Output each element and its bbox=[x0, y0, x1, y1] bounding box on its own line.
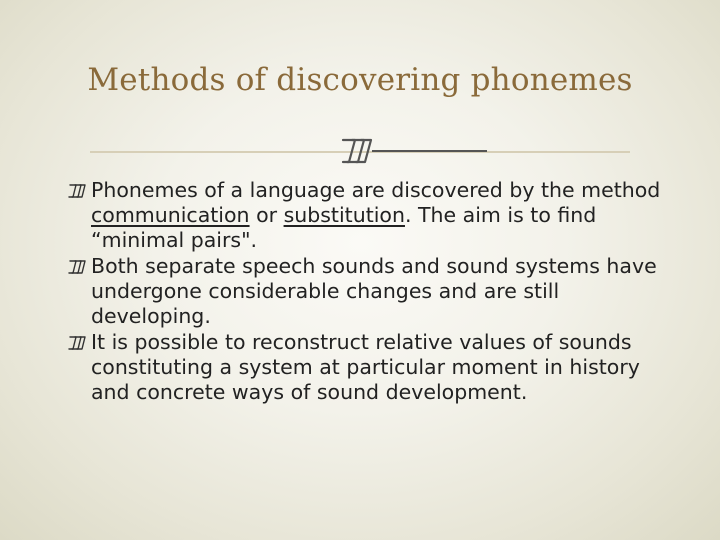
bullet-text: Both separate speech sounds and sound systems have undergone considerable changes and are still developing. bbox=[91, 254, 657, 328]
bullet-item bbox=[68, 254, 668, 329]
bullet-text-start: Phonemes of a language are discovered by the method bbox=[91, 178, 661, 202]
pen-scroll-bullet-icon bbox=[68, 259, 86, 275]
bullet-text-end: . The aim is to find “minimal pairs". bbox=[91, 203, 597, 252]
communication-link[interactable]: communication bbox=[91, 203, 250, 227]
bullet-text: It is possible to reconstruct relative values of sounds constituting a system at particular moment in history and concrete ways of sound development. bbox=[91, 330, 640, 404]
pen-scroll-bullet-icon bbox=[68, 335, 86, 351]
bullet-list bbox=[68, 178, 668, 406]
bullet-item bbox=[68, 178, 668, 253]
slide-title: Methods of discovering phonemes bbox=[87, 62, 633, 98]
title-divider-accent bbox=[372, 150, 487, 152]
bullet-text-mid: or bbox=[249, 203, 284, 227]
pen-scroll-bullet-icon bbox=[68, 183, 86, 199]
bullet-item bbox=[68, 330, 668, 405]
substitution-link[interactable]: substitution bbox=[283, 203, 405, 227]
pen-scroll-ornament-icon bbox=[340, 136, 374, 166]
